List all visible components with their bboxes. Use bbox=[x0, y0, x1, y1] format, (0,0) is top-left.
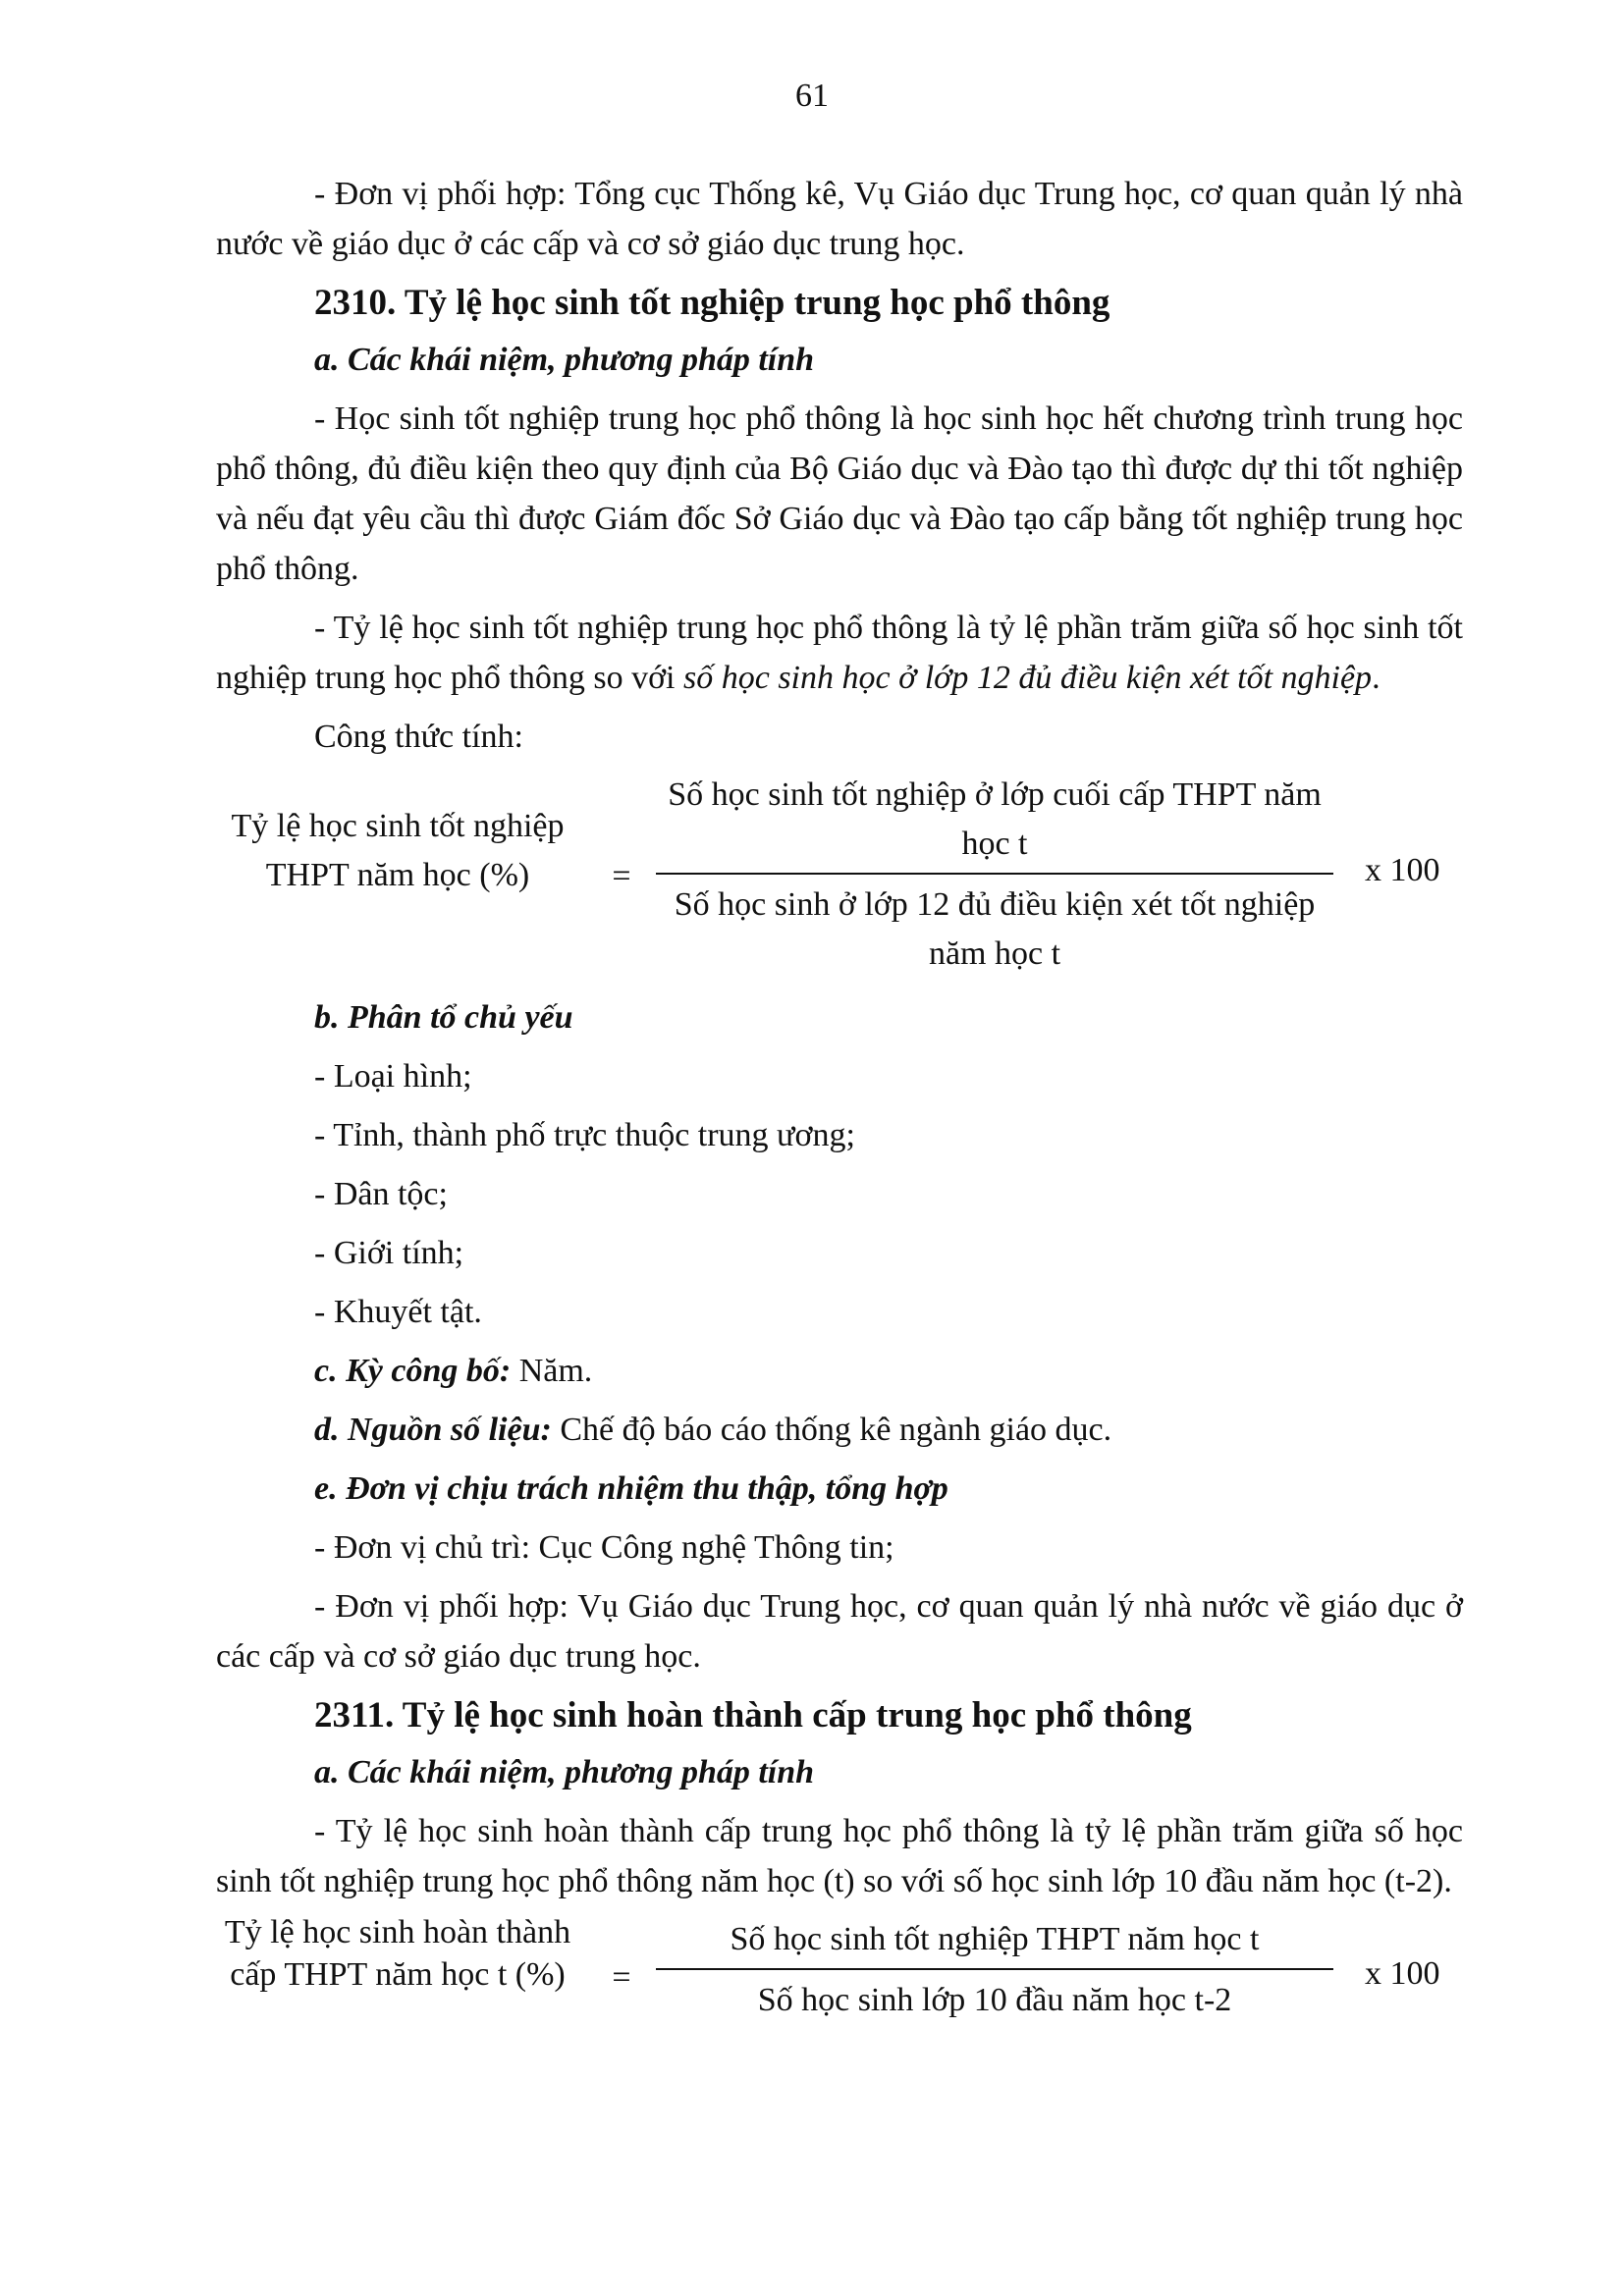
section-2310-heading: 2310. Tỷ lệ học sinh tốt nghiệp trung học phổ thông bbox=[314, 283, 1110, 323]
formula-intro: Công thức tính: bbox=[314, 719, 523, 755]
ratio-definition-italic: số học sinh học ở lớp 12 đủ điều kiện xét tốt nghiệp bbox=[683, 660, 1373, 696]
ratio-definition-paragraph bbox=[216, 603, 1463, 703]
breakdown-item: - Giới tính; bbox=[314, 1235, 464, 1271]
publication-period bbox=[216, 1346, 1463, 1396]
data-source-value: Chế độ báo cáo thống kê ngành giáo dục. bbox=[551, 1412, 1112, 1448]
publication-period-value: Năm. bbox=[511, 1353, 593, 1389]
coordinating-units: - Đơn vị phối hợp: Vụ Giáo dục Trung học, cơ quan quản lý nhà nước về giáo dục ở các cấp và cơ sở giáo dục trung học. bbox=[216, 1588, 1463, 1675]
coordinating-units-paragraph: - Đơn vị phối hợp: Tổng cục Thống kê, Vụ Giáo dục Trung học, cơ quan quản lý nhà nước về giáo dục ở các cấp và cơ sở giáo dục trung học. bbox=[216, 176, 1463, 262]
section-2311-heading: 2311. Tỷ lệ học sinh hoàn thành cấp trung học phổ thông bbox=[314, 1695, 1192, 1735]
formula-equals: = bbox=[612, 858, 631, 894]
breakdown-item: - Khuyết tật. bbox=[314, 1294, 482, 1330]
formula-multiplier: x 100 bbox=[1365, 1955, 1440, 1992]
formula-numerator: Số học sinh tốt nghiệp THPT năm học t bbox=[730, 1921, 1260, 1957]
formula-fraction bbox=[656, 1915, 1333, 2025]
section-2311-a-title: a. Các khái niệm, phương pháp tính bbox=[314, 1754, 815, 1790]
lead-unit: - Đơn vị chủ trì: Cục Công nghệ Thông tin; bbox=[314, 1529, 894, 1566]
definition-paragraph: - Học sinh tốt nghiệp trung học phổ thông là học sinh học hết chương trình trung học phổ thông, đủ điều kiện theo quy định của Bộ Giáo dục và Đào tạo thì được dự thi tốt nghiệp và nếu đạt yêu cầu thì được Giám đốc Sở Giáo dục và Đào tạo cấp bằng tốt nghiệp trung học phổ thông. bbox=[216, 400, 1463, 587]
section-2310-e-title: e. Đơn vị chịu trách nhiệm thu thập, tổng hợp bbox=[314, 1470, 948, 1507]
formula-equals: = bbox=[612, 1959, 631, 1996]
breakdown-item: - Tỉnh, thành phố trực thuộc trung ương; bbox=[314, 1117, 855, 1153]
data-source bbox=[216, 1405, 1463, 1455]
completion-rate-formula bbox=[216, 1915, 1463, 2049]
formula-label: Tỷ lệ học sinh tốt nghiệp THPT năm học (%) bbox=[231, 808, 565, 893]
formula-numerator: Số học sinh tốt nghiệp ở lớp cuối cấp THPT năm học t bbox=[668, 776, 1322, 862]
formula-fraction bbox=[656, 771, 1333, 979]
completion-definition-paragraph: - Tỷ lệ học sinh hoàn thành cấp trung học phổ thông là tỷ lệ phần trăm giữa số học sinh tốt nghiệp trung học phổ thông năm học (t) so với số học sinh lớp 10 đầu năm học (t-2). bbox=[216, 1813, 1463, 1899]
data-source-label: d. Nguồn số liệu: bbox=[314, 1412, 552, 1448]
graduation-rate-formula bbox=[216, 771, 1463, 987]
formula-label: Tỷ lệ học sinh hoàn thành cấp THPT năm học t (%) bbox=[224, 1914, 571, 1993]
breakdown-item: - Loại hình; bbox=[314, 1058, 472, 1095]
formula-multiplier: x 100 bbox=[1365, 852, 1440, 888]
ratio-definition-text: - Tỷ lệ học sinh tốt nghiệp trung học phổ thông là tỷ lệ phần trăm giữa số học sinh tốt nghiệp trung học phổ thông so với bbox=[216, 610, 1463, 696]
breakdown-item: - Dân tộc; bbox=[314, 1176, 448, 1212]
formula-denominator: Số học sinh lớp 10 đầu năm học t-2 bbox=[757, 1982, 1232, 2018]
formula-denominator: Số học sinh ở lớp 12 đủ điều kiện xét tốt nghiệp năm học t bbox=[674, 886, 1316, 972]
publication-period-label: c. Kỳ công bố: bbox=[314, 1353, 512, 1389]
section-2310-a-title: a. Các khái niệm, phương pháp tính bbox=[314, 342, 815, 378]
page-number: 61 bbox=[795, 78, 829, 114]
ratio-definition-end: . bbox=[1372, 660, 1380, 696]
section-2310-b-title: b. Phân tổ chủ yếu bbox=[314, 999, 573, 1036]
document-body bbox=[216, 169, 1463, 2055]
